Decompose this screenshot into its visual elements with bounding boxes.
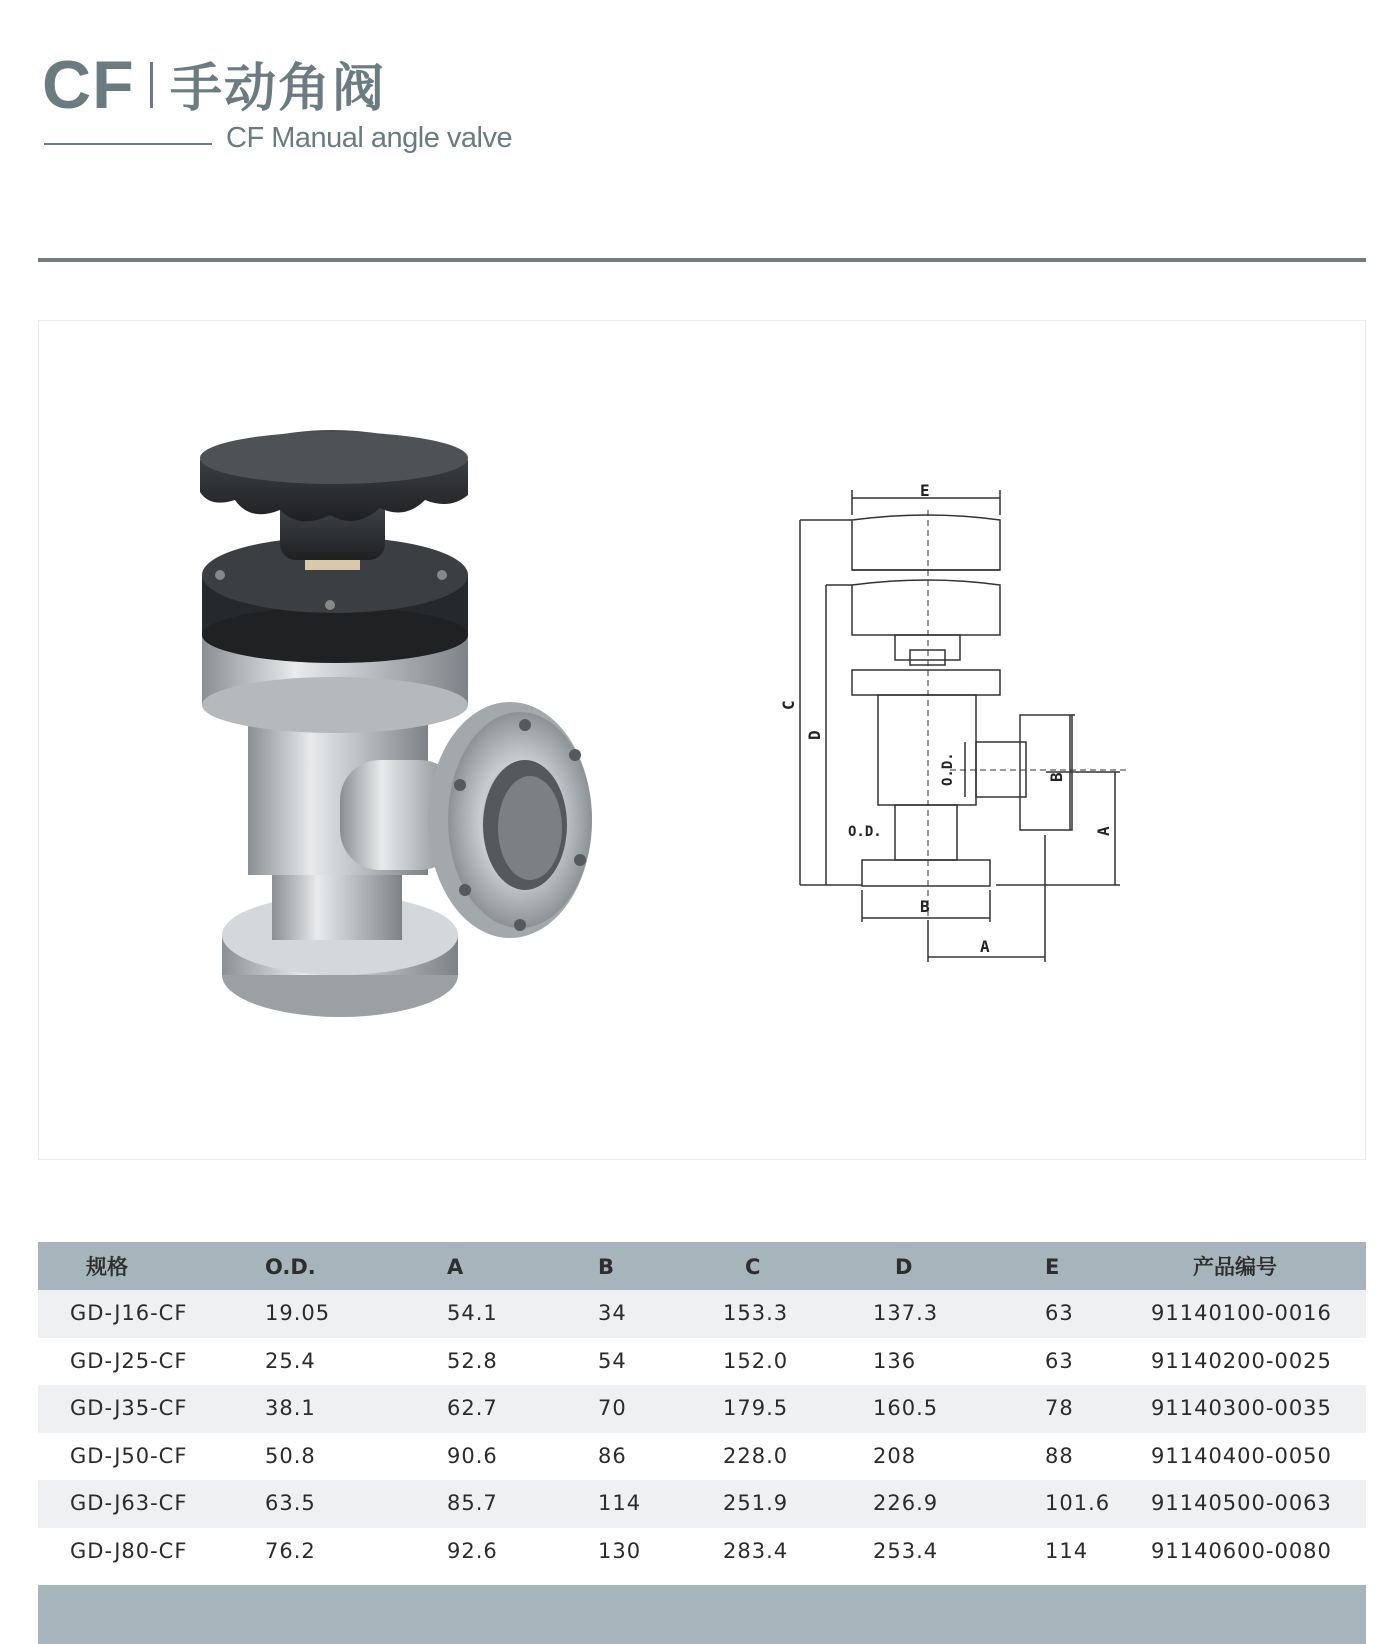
valve-photo: [180, 430, 620, 1070]
cell-d: 253.4: [873, 1538, 939, 1563]
cell-b: 70: [598, 1396, 627, 1420]
technical-drawing: [779, 481, 1140, 980]
cell-spec: GD-J63-CF: [70, 1491, 188, 1515]
table-row: [38, 1338, 1366, 1386]
cell-spec: GD-J25-CF: [70, 1348, 188, 1373]
table-row: [38, 1528, 1366, 1576]
cell-product-code: 91140600-0080: [1151, 1538, 1332, 1563]
cell-e: 63: [1045, 1348, 1074, 1373]
cell-c: 251.9: [723, 1491, 789, 1515]
table-row: [38, 1385, 1366, 1433]
cell-product-code: 91140300-0035: [1151, 1396, 1332, 1420]
cell-c: 153.3: [723, 1301, 789, 1325]
cell-c: 228.0: [723, 1443, 789, 1468]
cell-e: 78: [1045, 1396, 1074, 1420]
page-title: 手动角阀: [170, 59, 387, 119]
cell-c: 152.0: [723, 1348, 789, 1373]
cell-od: 38.1: [265, 1396, 316, 1420]
cell-e: 114: [1045, 1538, 1089, 1563]
cell-e: 88: [1045, 1443, 1074, 1468]
cell-a: 92.6: [447, 1538, 498, 1563]
cell-product-code: 91140200-0025: [1151, 1348, 1332, 1373]
cell-product-code: 91140100-0016: [1151, 1301, 1332, 1325]
cell-c: 283.4: [723, 1538, 789, 1563]
cell-spec: GD-J80-CF: [70, 1538, 188, 1563]
dim-label-od-side: O.D.: [940, 752, 956, 786]
dim-label-a-side: A: [1094, 826, 1113, 836]
header-c: C: [745, 1255, 761, 1279]
header-od: O.D.: [265, 1255, 316, 1279]
dim-label-e: E: [920, 481, 930, 500]
cell-b: 34: [598, 1301, 627, 1325]
cell-e: 101.6: [1045, 1491, 1111, 1515]
table-footer-band: [38, 1585, 1366, 1644]
header-b: B: [598, 1255, 615, 1279]
header-a: A: [447, 1255, 464, 1279]
cell-od: 50.8: [265, 1443, 316, 1468]
table-row: [38, 1290, 1366, 1338]
dim-label-a-bottom: A: [980, 937, 990, 956]
cell-c: 179.5: [723, 1396, 789, 1420]
cell-spec: GD-J50-CF: [70, 1443, 188, 1468]
cell-d: 160.5: [873, 1396, 939, 1420]
cell-d: 136: [873, 1348, 917, 1373]
header-product-code: 产品编号: [1193, 1255, 1277, 1279]
cell-a: 52.8: [447, 1348, 498, 1373]
cell-od: 76.2: [265, 1538, 316, 1563]
table-header: [38, 1242, 1366, 1290]
cell-b: 54: [598, 1348, 627, 1373]
spec-table: [38, 1242, 1366, 1575]
cell-d: 208: [873, 1443, 917, 1468]
header-e: E: [1045, 1255, 1060, 1279]
cell-b: 130: [598, 1538, 642, 1563]
page-subtitle: CF Manual angle valve: [226, 122, 513, 154]
cell-a: 54.1: [447, 1301, 498, 1325]
dim-label-b-bottom: B: [920, 897, 930, 916]
title-prefix: CF: [42, 47, 135, 123]
title-divider: [150, 62, 153, 108]
subtitle-rule: [44, 143, 212, 145]
cell-od: 63.5: [265, 1491, 316, 1515]
cell-od: 19.05: [265, 1301, 331, 1325]
dim-label-d: D: [805, 730, 824, 740]
header-spec: 规格: [86, 1255, 128, 1279]
dim-label-od-bottom: O.D.: [848, 824, 882, 840]
cell-a: 90.6: [447, 1443, 498, 1468]
dim-label-b-side: B: [1047, 772, 1066, 782]
cell-d: 226.9: [873, 1491, 939, 1515]
header-divider: [38, 258, 1366, 262]
cell-a: 85.7: [447, 1491, 498, 1515]
dim-label-c: C: [779, 700, 798, 710]
cell-b: 86: [598, 1443, 627, 1468]
header-d: D: [895, 1255, 913, 1279]
table-row: [38, 1480, 1366, 1528]
cell-od: 25.4: [265, 1348, 316, 1373]
cell-product-code: 91140500-0063: [1151, 1491, 1332, 1515]
cell-spec: GD-J16-CF: [70, 1301, 188, 1325]
table-row: [38, 1433, 1366, 1481]
cell-d: 137.3: [873, 1301, 939, 1325]
cell-spec: GD-J35-CF: [70, 1396, 188, 1420]
cell-product-code: 91140400-0050: [1151, 1443, 1332, 1468]
cell-e: 63: [1045, 1301, 1074, 1325]
cell-a: 62.7: [447, 1396, 498, 1420]
cell-b: 114: [598, 1491, 642, 1515]
